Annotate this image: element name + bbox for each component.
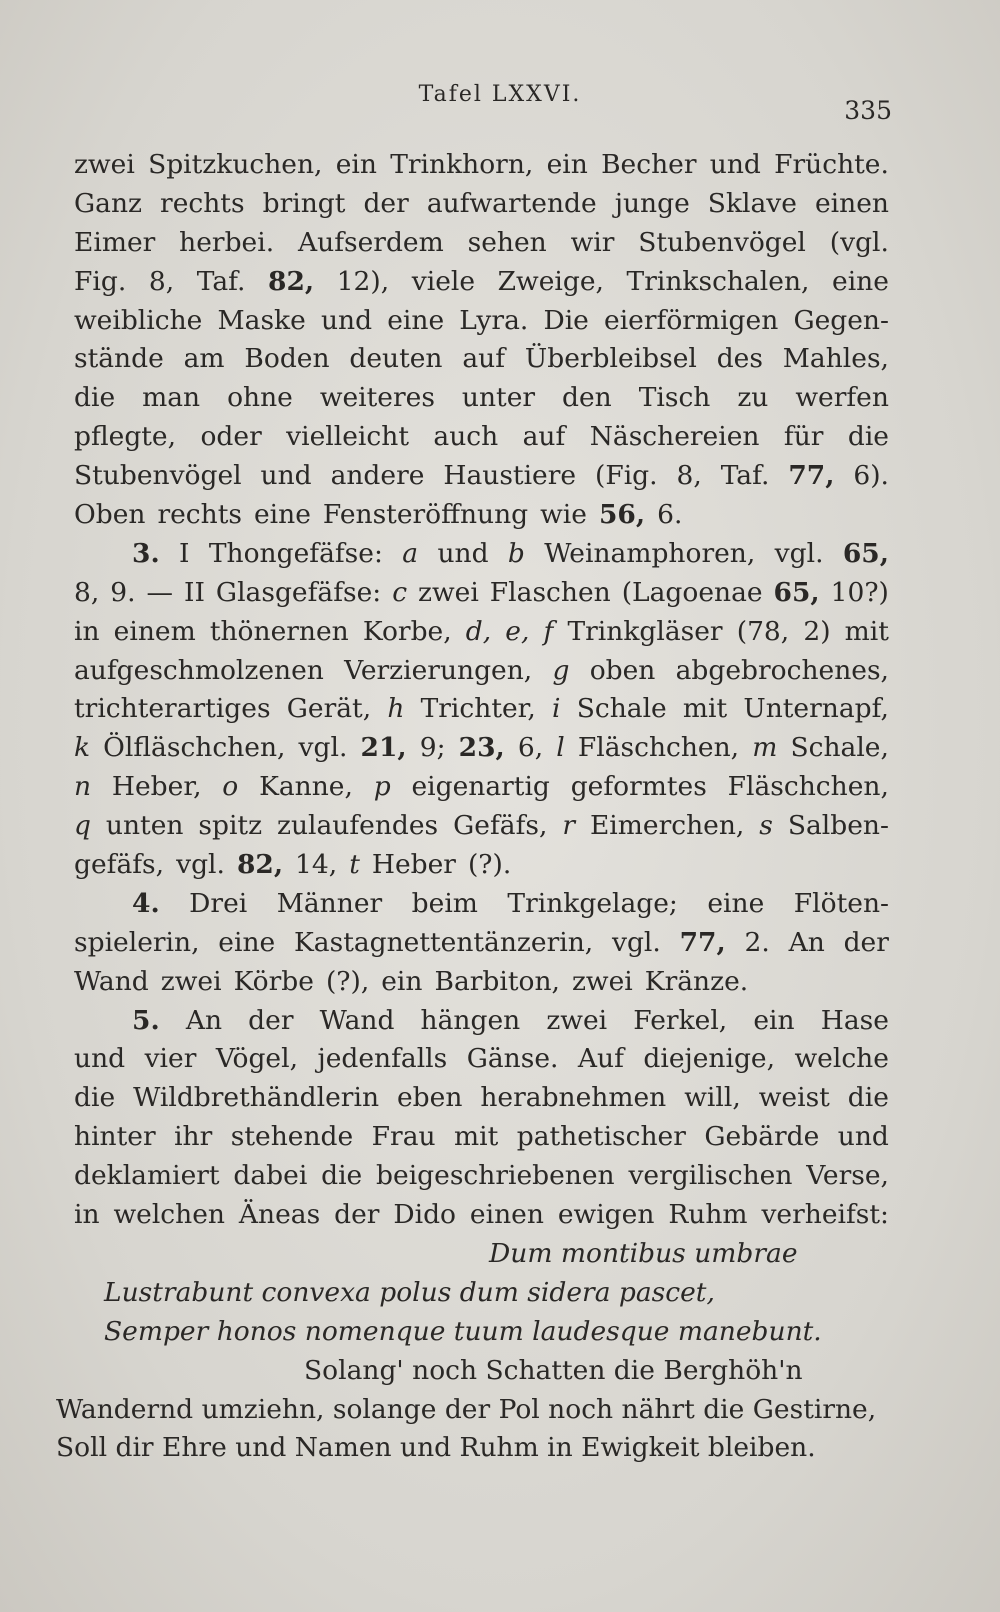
text-line: 3. I Thongefäfse: a und b Weinamphoren, vgl. 65, — [132, 537, 889, 569]
text-line: q unten spitz zulaufendes Gefäfs, r Eimerchen, s Salben- — [74, 810, 889, 842]
translation-line: Wandernd umziehn, solange der Pol noch nährt die Gestirne, — [56, 1393, 877, 1425]
verse-line: Lustrabunt convexa polus dum sidera pascet, — [104, 1276, 715, 1308]
text-line: stände am Boden deuten auf Überbleibsel des Mahles, — [74, 343, 889, 375]
text-line: spielerin, eine Kastagnettentänzerin, vgl. 77, 2. An der — [74, 926, 889, 958]
text-line: n Heber, o Kanne, p eigenartig geformtes Fläschchen, — [74, 771, 889, 803]
text-line: zwei Spitzkuchen, ein Trinkhorn, ein Becher und Früchte. — [74, 149, 889, 180]
text-line: hinter ihr stehende Frau mit pathetischer Gebärde und — [74, 1121, 889, 1153]
text-line: Stubenvögel und andere Haustiere (Fig. 8, Taf. 77, 6). — [74, 460, 889, 492]
text-line: Oben rechts eine Fensteröffnung wie 56, 6. — [74, 499, 683, 531]
verse-line: Semper honos nomenque tuum laudesque manebunt. — [104, 1315, 822, 1347]
text-line: aufgeschmolzenen Verzierungen, g oben abgebrochenes, — [74, 654, 889, 686]
text-line: trichterartiges Gerät, h Trichter, i Schale mit Unternapf, — [74, 693, 889, 725]
text-line: pflegte, oder vielleicht auch auf Näschereien für die — [74, 421, 889, 453]
text-line: k Ölfläschchen, vgl. 21, 9; 23, 6, l Fläschchen, m Schale, — [74, 732, 889, 764]
translation-line: Soll dir Ehre und Namen und Ruhm in Ewigkeit bleiben. — [56, 1432, 816, 1464]
text-line: deklamiert dabei die beigeschriebenen vergilischen Verse, — [74, 1160, 889, 1192]
text-line: Eimer herbei. Aufserdem sehen wir Stubenvögel (vgl. — [74, 226, 889, 258]
text-line: in welchen Äneas der Dido einen ewigen Ruhm verheifst: — [74, 1199, 889, 1231]
translation-line: Solang' noch Schatten die Berghöh'n — [304, 1354, 803, 1386]
text-line: und vier Vögel, jedenfalls Gänse. Auf diejenige, welche — [74, 1043, 889, 1075]
page-number: 335 — [844, 96, 892, 125]
verse-line: Dum montibus umbrae — [489, 1237, 798, 1269]
text-line: 5. An der Wand hängen zwei Ferkel, ein Hase — [132, 1004, 889, 1036]
text-line: Wand zwei Körbe (?), ein Barbiton, zwei Kränze. — [74, 965, 749, 997]
text-line: 8, 9. — II Glasgefäfse: c zwei Flaschen (Lagoenae 65, 10?) — [74, 576, 889, 608]
text-line: Ganz rechts bringt der aufwartende junge Sklave einen — [74, 187, 889, 219]
page-header: Tafel LXXVI. — [418, 82, 582, 107]
text-line: Fig. 8, Taf. 82, 12), viele Zweige, Trinkschalen, eine — [74, 265, 889, 297]
body-text — [56, 146, 889, 1468]
text-line: die Wildbrethändlerin eben herabnehmen will, weist die — [74, 1082, 889, 1114]
text-line: in einem thönernen Korbe, d, e, f Trinkgläser (78, 2) mit — [74, 615, 889, 647]
text-line: weibliche Maske und eine Lyra. Die eierförmigen Gegen- — [74, 304, 889, 336]
text-line: gefäfs, vgl. 82, 14, t Heber (?). — [74, 849, 512, 881]
text-line: die man ohne weiteres unter den Tisch zu werfen — [74, 382, 889, 414]
text-line: 4. Drei Männer beim Trinkgelage; eine Flöten- — [132, 887, 889, 919]
